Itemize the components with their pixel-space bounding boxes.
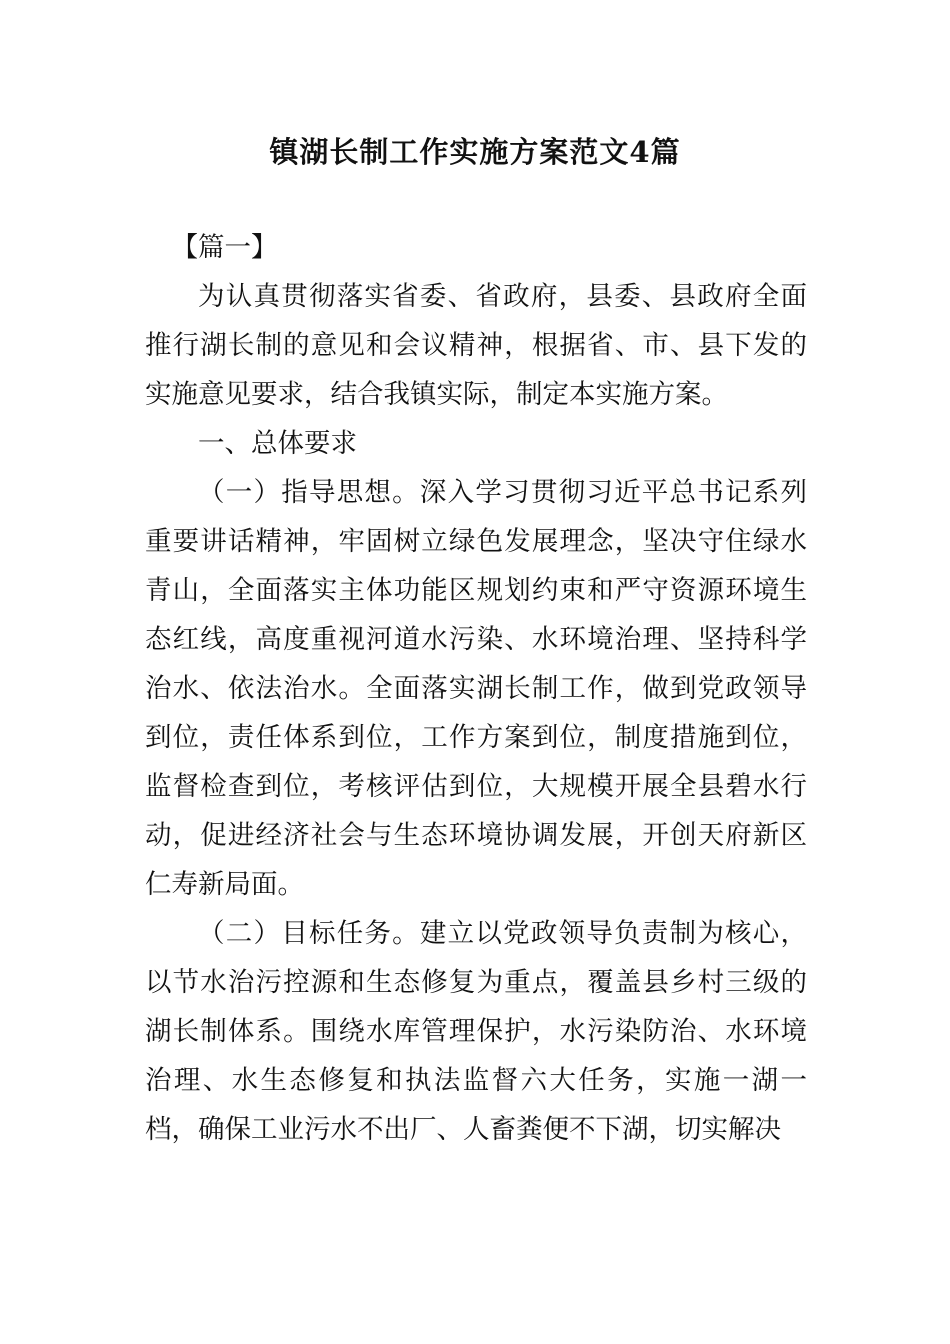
paragraph-target-tasks: （二）目标任务。建立以党政领导负责制为核心，以节水治污控源和生态修复为重点，覆盖县乡村三级的湖长制体系。围绕水库管理保护，水污染防治、水环境治理、水生态修复和执法监督六大任务，实施一湖一档，确保工业污水不出厂、人畜粪便不下湖，切实解决 xyxy=(145,918,807,1145)
intro-paragraph: 为认真贯彻落实省委、省政府，县委、县政府全面推行湖长制的意见和会议精神，根据省、市、县下发的实施意见要求，结合我镇实际，制定本实施方案。 xyxy=(145,281,807,410)
document-title: 镇湖长制工作实施方案范文4篇 xyxy=(269,135,681,169)
paragraph-guiding-thought: （一）指导思想。深入学习贯彻习近平总书记系列重要讲话精神，牢固树立绿色发展理念，坚决守住绿水青山，全面落实主体功能区规划约束和严守资源环境生态红线，高度重视河道水污染、水环境治理、坚持科学治水、依法治水。全面落实湖长制工作，做到党政领导到位，责任体系到位，工作方案到位，制度措施到位，监督检查到位，考核评估到位，大规模开展全县碧水行动，促进经济社会与生态环境协调发展，开创天府新区仁寿新局面。 xyxy=(145,477,807,900)
heading-general-requirements: 一、总体要求 xyxy=(198,428,357,459)
document-body xyxy=(145,223,807,1154)
section-heading-part-one: 【篇一】 xyxy=(171,232,278,263)
